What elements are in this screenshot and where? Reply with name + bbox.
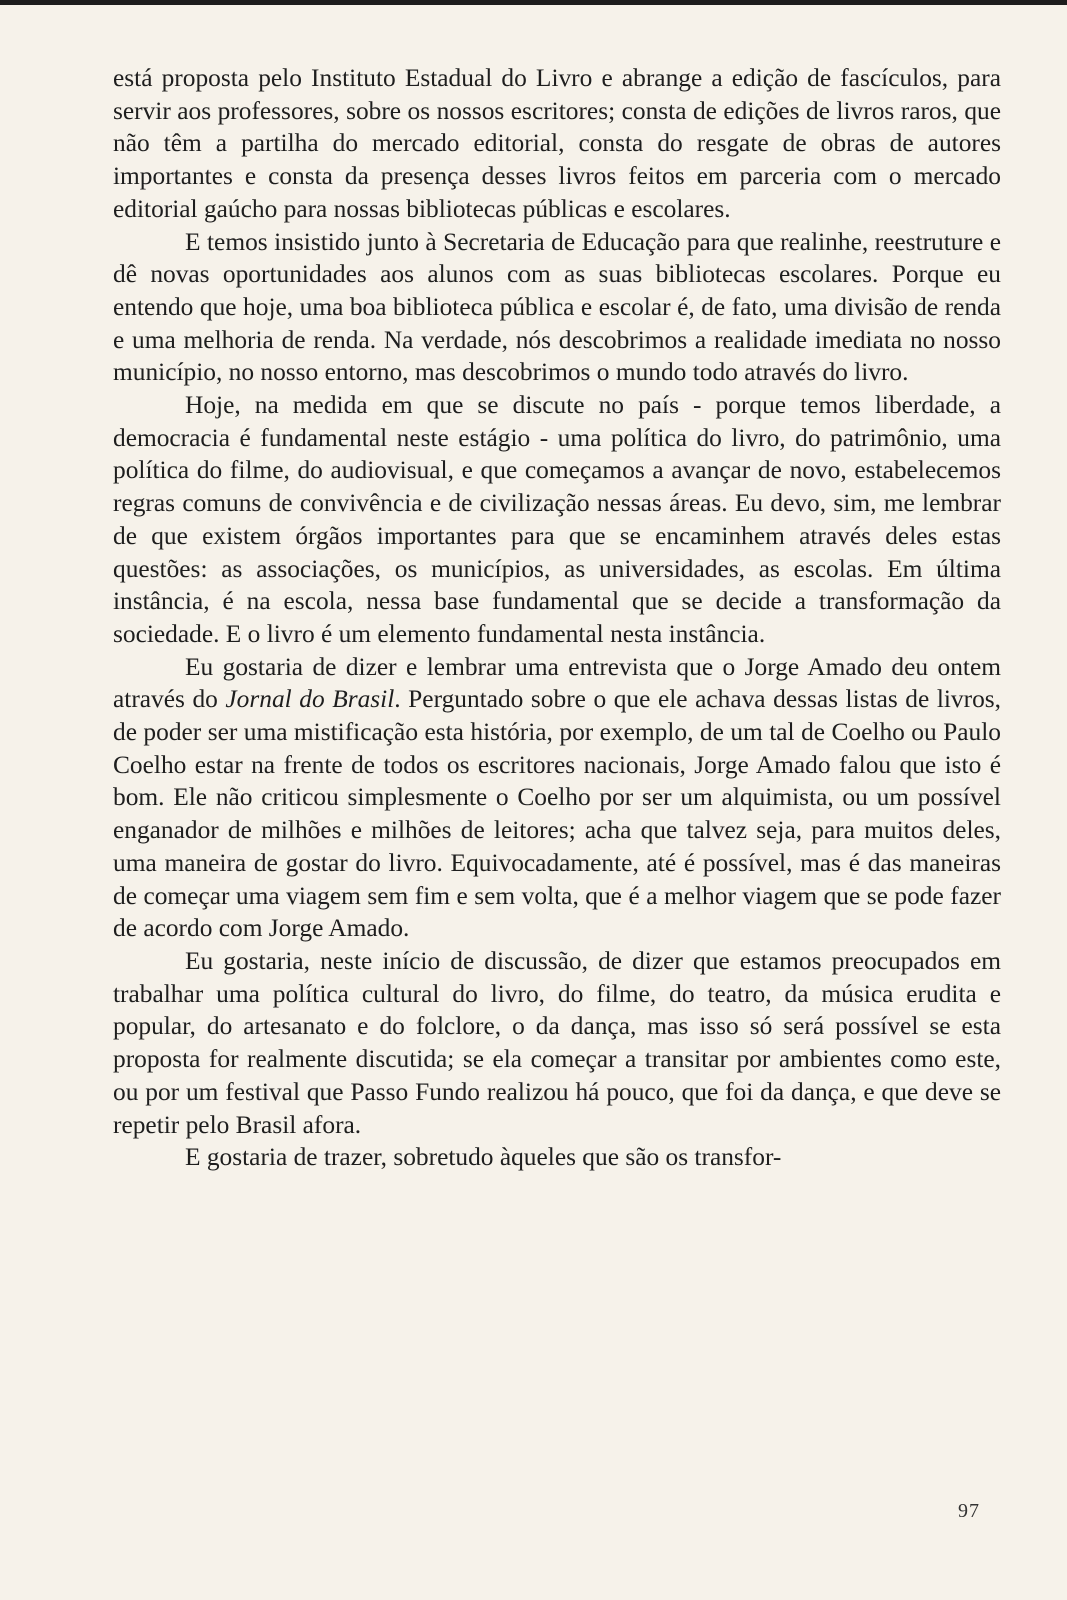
- paragraph-4: [113, 651, 1001, 945]
- paragraph-5: Eu gostaria, neste início de discussão, de dizer que estamos preocupados em trabalhar uma política cultural do livro, do filme, do teatro, da música erudita e popular, do artesanato e do folclore, o da dança, mas isso só será possível se esta proposta for realmente discutida; se ela começar a transitar por ambientes como este, ou por um festival que Passo Fundo realizou há pouco, que foi da dança, e que deve se repetir pelo Brasil afora.: [113, 946, 1001, 1139]
- top-border-line: [0, 0, 1067, 5]
- paragraph-3: Hoje, na medida em que se discute no país - porque temos liberdade, a democracia é fundamental neste estágio - uma política do livro, do patrimônio, uma política do filme, do audiovisual, e que começamos a avançar de novo, estabelecemos regras comuns de convivência e de civilização nessas áreas. Eu devo, sim, me lembrar de que existem órgãos importantes para que se encaminhem através deles estas questões: as associações, os municípios, as universidades, as escolas. Em última instância, é na escola, nessa base fundamental que se decide a transformação da sociedade. E o livro é um elemento fundamental nesta instância.: [113, 391, 1001, 648]
- paragraph-6: E gostaria de trazer, sobretudo àqueles que são os transfor-: [185, 1143, 782, 1172]
- paragraph-4-text-before: Eu gostaria de dizer e lembrar uma entrevista que o Jorge Amado deu ontem através do: [113, 652, 1001, 714]
- page-number: 97: [958, 1500, 980, 1522]
- body-text: [113, 62, 1001, 1174]
- paragraph-4-text-after: . Perguntado sobre o que ele achava dessas listas de livros, de poder ser uma mistificação esta história, por exemplo, de um tal de Coelho ou Paulo Coelho estar na frente de todos os escritores nacionais, Jorge Amado falou que isto é bom. Ele não criticou simplesmente o Coelho por ser um alquimista, ou um possível enganador de milhões e milhões de leitores; acha que talvez seja, para muitos deles, uma maneira de gostar do livro. Equivocadamente, até é possível, mas é das maneiras de começar uma viagem sem fim e sem volta, que é a melhor viagem que se pode fazer de acordo com Jorge Amado.: [113, 685, 1002, 943]
- paragraph-2: E temos insistido junto à Secretaria de Educação para que realinhe, reestruture e dê novas oportunidades aos alunos com as suas bibliotecas escolares. Porque eu entendo que hoje, uma boa biblioteca pública e escolar é, de fato, uma divisão de renda e uma melhoria de renda. Na verdade, nós descobrimos a realidade imediata no nosso município, no nosso entorno, mas descobrimos o mundo todo através do livro.: [113, 227, 1001, 387]
- newspaper-title: Jornal do Brasil: [225, 685, 395, 714]
- paragraph-1: está proposta pelo Instituto Estadual do Livro e abrange a edição de fascículos, para servir aos professores, sobre os nossos escritores; consta de edições de livros raros, que não têm a partilha do mercado editorial, consta do resgate de obras de autores importantes e consta da presença desses livros feitos em parceria com o mercado editorial gaúcho para nossas bibliotecas públicas e escolares.: [113, 64, 1001, 223]
